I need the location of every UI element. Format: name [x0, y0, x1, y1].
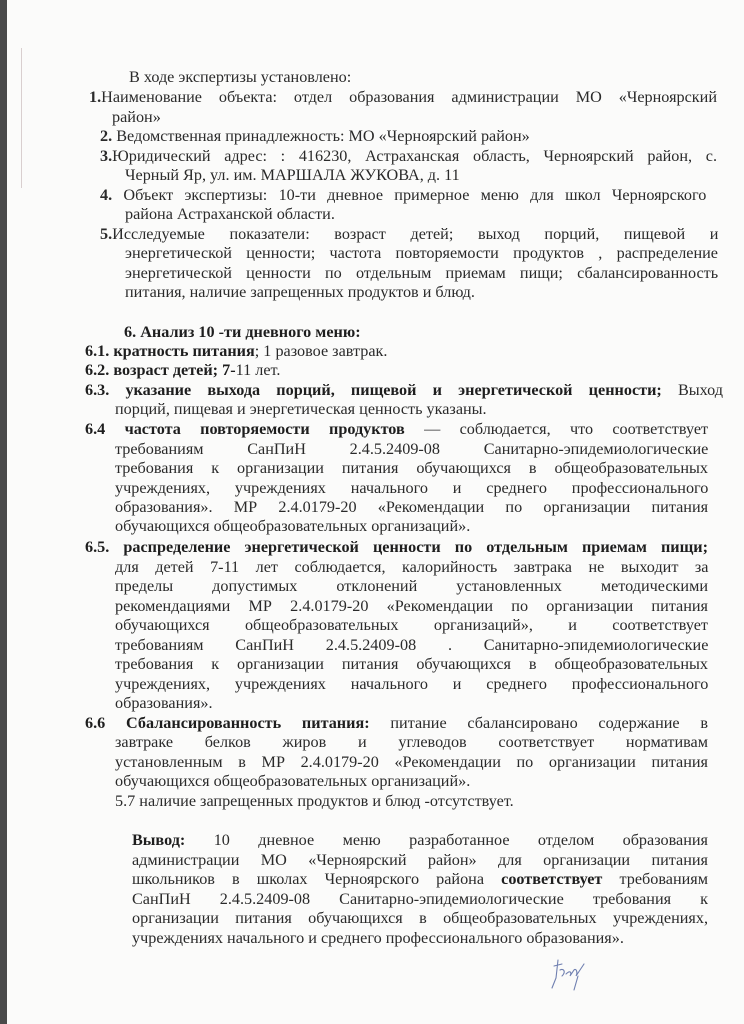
item-6-3-cont: порций, пищевая и энергетическая ценность указаны.	[115, 400, 487, 418]
item-5-line-2: энергетической ценности; частота повторяемости продуктов , распределение	[125, 244, 718, 262]
item-1-cont: район»	[112, 108, 161, 126]
item-6-5-line-6: требованиям СанПиН 2.4.5.2409-08 . Санитарно-эпидемиологические	[115, 636, 709, 654]
item-6-4: 6.4 частота повторяемости продуктов — соблюдается, что соответствует	[85, 420, 709, 438]
item-6-4-line-3: требования к организации питания обучающихся в общеобразовательных	[115, 459, 708, 477]
intro-text: В ходе экспертизы установлено:	[129, 68, 352, 86]
conclusion-line-6: учреждениях начального и среднего профессионального образования».	[132, 929, 624, 947]
item-6-6-line-4: обучающихся общеобразовательных организаций».	[115, 772, 471, 790]
item-5-line-3: энергетической ценности по отдельным приемам пищи; сбалансированность	[125, 264, 719, 282]
item-5-7: 5.7 наличие запрещенных продуктов и блюд -отсутствует.	[115, 792, 514, 810]
item-6-3: 6.3. указание выхода порций, пищевой и энергетической ценности; Выход	[85, 381, 724, 399]
conclusion-line-2: администрации МО «Черноярский район» для организации питания	[132, 851, 709, 869]
item-6-4-line-4: учреждениях, учреждениях начального и среднего профессионального	[115, 479, 709, 497]
item-6-6-line-3: установленным в МР 2.4.0179-20 «Рекомендации по организации питания	[115, 753, 708, 771]
item-3-cont: Черный Яр, ул. им. МАРШАЛА ЖУКОВА, д. 11	[125, 166, 460, 184]
item-6-2: 6.2. возраст детей; 7-11 лет.	[85, 361, 281, 379]
item-3: 3.Юридический адрес: : 416230, Астраханская область, Черноярский район, с.	[100, 147, 718, 165]
item-6-5: 6.5. распределение энергетической ценности по отдельным приемам пищи;	[85, 538, 708, 556]
item-6-6-line-2: завтраке белков жиров и углеводов соответствует нормативам	[115, 733, 708, 751]
item-4: 4. Объект экспертизы: 10-ти дневное примерное меню для школ Черноярского	[100, 186, 707, 204]
item-6-1: 6.1. кратность питания; 1 разовое завтрак.	[85, 342, 388, 360]
conclusion-line-1: Вывод: 10 дневное меню разработанное отделом образования	[132, 831, 708, 849]
item-6-5-line-8: учреждениях, учреждениях начального и среднего профессионального	[115, 675, 709, 693]
section-6-heading: 6. Анализ 10 -ти дневного меню:	[124, 323, 361, 341]
item-6-5-line-4: рекомендациями МР 2.4.0179-20 «Рекомендации по организации питания	[115, 597, 708, 615]
item-6-5-line-3: пределы допустимых отклонений установленных методическими	[115, 577, 708, 595]
item-5-line-4: питания, наличие запрещенных продуктов и блюд.	[125, 283, 475, 301]
item-2: 2. Ведомственная принадлежность: МО «Черноярский район»	[100, 127, 530, 145]
conclusion-line-3: школьников в школах Черноярского района соответствует требованиям	[132, 870, 708, 888]
conclusion-line-4: СанПиН 2.4.5.2409-08 Санитарно-эпидемиологические требования к	[132, 890, 708, 908]
item-4-cont: района Астраханской области.	[125, 205, 335, 223]
handwritten-signature	[548, 958, 598, 994]
item-6-5-line-9: образования».	[115, 694, 213, 712]
item-6-5-line-2: для детей 7-11 лет соблюдается, калорийность завтрака не выходит за	[115, 558, 709, 576]
conclusion-line-5: организации питания обучающихся в общеобразовательных учреждениях,	[132, 909, 708, 927]
item-6-4-line-5: образования». МР 2.4.0179-20 «Рекомендации по организации питания	[115, 498, 709, 516]
item-6-5-line-5: обучающихся общеобразовательных организаций», и соответствует	[115, 616, 708, 634]
item-1: 1.Наименование объекта: отдел образования администрации МО «Черноярский	[89, 88, 717, 106]
item-5: 5.Исследуемые показатели: возраст детей; выход порций, пищевой и	[100, 225, 719, 243]
item-6-4-line-2: требованиям СанПиН 2.4.5.2409-08 Санитарно-эпидемиологические	[115, 440, 709, 458]
item-6-4-line-6: обучающихся общеобразовательных организаций».	[115, 517, 471, 535]
item-6-6: 6.6 Сбалансированность питания: питание сбалансировано содержание в	[85, 714, 708, 732]
item-6-5-line-7: требования к организации питания обучающихся в общеобразовательных	[115, 655, 708, 673]
